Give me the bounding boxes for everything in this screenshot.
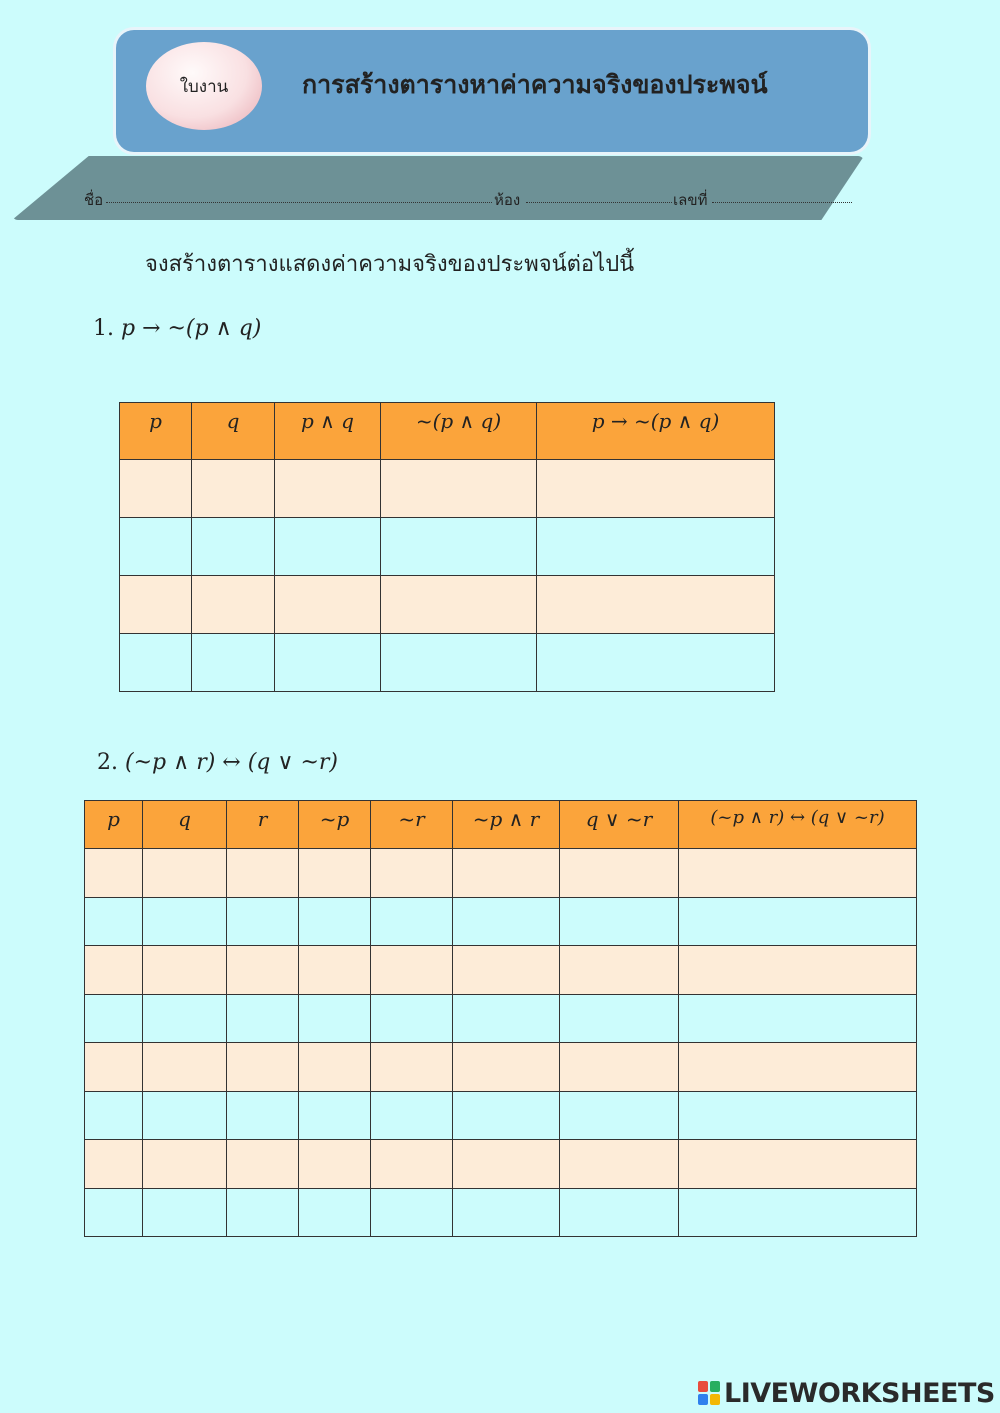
table2-answer-cell[interactable] [143, 946, 227, 995]
table2-answer-cell[interactable] [227, 1091, 299, 1140]
table2-answer-cell[interactable] [227, 849, 299, 898]
table2-answer-cell[interactable] [371, 1091, 453, 1140]
table1-header-implication: p → ~(p ∧ q) [537, 403, 775, 460]
table2-row [85, 1188, 917, 1237]
table2-answer-cell[interactable] [560, 849, 679, 898]
footer-brand [698, 1376, 995, 1410]
table2-answer-cell[interactable] [679, 994, 917, 1043]
table1-answer-cell[interactable] [192, 576, 275, 634]
table1-header-p-and-q: p ∧ q [275, 403, 381, 460]
table2-row [85, 1091, 917, 1140]
table1-answer-cell[interactable] [120, 634, 192, 692]
question-1-expression: p → ~(p ∧ q) [121, 316, 262, 341]
table2-answer-cell[interactable] [560, 1140, 679, 1189]
table2-answer-cell[interactable] [299, 994, 371, 1043]
instruction-text: จงสร้างตารางแสดงค่าความจริงของประพจน์ต่อไปนี้ [145, 252, 635, 277]
table1-row [120, 518, 775, 576]
room-field[interactable] [526, 202, 672, 203]
table2-answer-cell[interactable] [371, 1043, 453, 1092]
table2-header-not-r: ~r [371, 801, 453, 849]
table1-answer-cell[interactable] [275, 634, 381, 692]
table2-row [85, 1043, 917, 1092]
number-label: เลขที่ [673, 191, 708, 209]
name-field[interactable] [106, 202, 492, 203]
table1-header-p: p [120, 403, 192, 460]
table2-answer-cell[interactable] [679, 897, 917, 946]
table2-answer-cell[interactable] [299, 1140, 371, 1189]
table2-answer-cell[interactable] [679, 1188, 917, 1237]
table2-header-p: p [85, 801, 143, 849]
logo-square [698, 1394, 708, 1405]
table2-header-r: r [227, 801, 299, 849]
table1-row [120, 634, 775, 692]
room-label: ห้อง [494, 191, 521, 209]
table2-answer-cell[interactable] [371, 1188, 453, 1237]
table2-answer-cell[interactable] [453, 897, 560, 946]
table1-answer-cell[interactable] [537, 634, 775, 692]
table2-answer-cell[interactable] [85, 1188, 143, 1237]
table1-answer-cell[interactable] [192, 460, 275, 518]
logo-square [710, 1381, 720, 1392]
table2-answer-cell[interactable] [679, 1140, 917, 1189]
table2-answer-cell[interactable] [453, 994, 560, 1043]
table2-answer-cell[interactable] [679, 1043, 917, 1092]
table2-answer-cell[interactable] [299, 1043, 371, 1092]
table2-answer-cell[interactable] [371, 946, 453, 995]
table2-answer-cell[interactable] [85, 1043, 143, 1092]
table1-header-q: q [192, 403, 275, 460]
table2-answer-cell[interactable] [143, 1091, 227, 1140]
table2-answer-cell[interactable] [227, 1188, 299, 1237]
table2-answer-cell[interactable] [299, 946, 371, 995]
table2-answer-cell[interactable] [453, 946, 560, 995]
table1-answer-cell[interactable] [537, 576, 775, 634]
table2-header-biconditional: (~p ∧ r) ↔ (q ∨ ~r) [679, 801, 917, 849]
student-info-line [84, 188, 854, 212]
truth-table-2 [84, 800, 917, 1237]
table2-answer-cell[interactable] [143, 849, 227, 898]
worksheet-badge: ใบงาน [146, 42, 262, 130]
table2-answer-cell[interactable] [560, 1091, 679, 1140]
table2-answer-cell[interactable] [299, 1091, 371, 1140]
table2-answer-cell[interactable] [679, 1091, 917, 1140]
name-label: ชื่อ [84, 191, 104, 209]
table2-answer-cell[interactable] [371, 849, 453, 898]
table2-row [85, 849, 917, 898]
table1-header-not-p-and-q: ~(p ∧ q) [381, 403, 537, 460]
table2-header-not-p: ~p [299, 801, 371, 849]
table2-answer-cell[interactable] [85, 1091, 143, 1140]
header-banner [116, 30, 868, 152]
table2-answer-cell[interactable] [560, 1043, 679, 1092]
table2-answer-cell[interactable] [85, 1140, 143, 1189]
table2-header-q-or-not-r: q ∨ ~r [560, 801, 679, 849]
table2-answer-cell[interactable] [560, 994, 679, 1043]
table2-answer-cell[interactable] [299, 1188, 371, 1237]
table1-row [120, 576, 775, 634]
table2-answer-cell[interactable] [371, 1140, 453, 1189]
table2-answer-cell[interactable] [85, 946, 143, 995]
number-field[interactable] [712, 202, 852, 203]
truth-table-1 [119, 402, 775, 692]
question-1-label [93, 316, 261, 341]
table2-answer-cell[interactable] [227, 1043, 299, 1092]
table2-answer-cell[interactable] [143, 1140, 227, 1189]
table2-answer-cell[interactable] [453, 1043, 560, 1092]
brand-name: LIVEWORKSHEETS [724, 1377, 995, 1409]
table1-answer-cell[interactable] [120, 576, 192, 634]
logo-square [710, 1394, 720, 1405]
table1-answer-cell[interactable] [381, 460, 537, 518]
table2-answer-cell[interactable] [227, 946, 299, 995]
question-2-expression: (~p ∧ r) ↔ (q ∨ ~r) [125, 750, 338, 775]
table1-answer-cell[interactable] [537, 518, 775, 576]
table2-answer-cell[interactable] [143, 1043, 227, 1092]
table2-answer-cell[interactable] [560, 1188, 679, 1237]
table2-answer-cell[interactable] [453, 1140, 560, 1189]
table2-answer-cell[interactable] [85, 897, 143, 946]
table2-answer-cell[interactable] [453, 849, 560, 898]
table2-answer-cell[interactable] [143, 994, 227, 1043]
table1-answer-cell[interactable] [275, 460, 381, 518]
table2-answer-cell[interactable] [143, 1188, 227, 1237]
table1-answer-cell[interactable] [381, 518, 537, 576]
table2-answer-cell[interactable] [85, 849, 143, 898]
table2-answer-cell[interactable] [143, 897, 227, 946]
table2-answer-cell[interactable] [679, 849, 917, 898]
table1-answer-cell[interactable] [537, 460, 775, 518]
table1-answer-cell[interactable] [381, 576, 537, 634]
table2-row [85, 994, 917, 1043]
table1-answer-cell[interactable] [192, 634, 275, 692]
table2-answer-cell[interactable] [560, 897, 679, 946]
logo-square [698, 1381, 708, 1392]
question-1-number: 1. [93, 316, 114, 341]
table2-answer-cell[interactable] [227, 897, 299, 946]
table1-row [120, 460, 775, 518]
table1-answer-cell[interactable] [275, 518, 381, 576]
table2-row [85, 946, 917, 995]
table2-answer-cell[interactable] [227, 1140, 299, 1189]
worksheet-title: การสร้างตารางหาค่าความจริงของประพจน์ [302, 70, 768, 99]
question-2-number: 2. [97, 750, 118, 775]
table2-answer-cell[interactable] [299, 897, 371, 946]
table2-answer-cell[interactable] [299, 849, 371, 898]
question-2-label [97, 750, 338, 775]
table2-answer-cell[interactable] [371, 897, 453, 946]
table2-header-q: q [143, 801, 227, 849]
table1-answer-cell[interactable] [275, 576, 381, 634]
table2-answer-cell[interactable] [453, 1091, 560, 1140]
table1-answer-cell[interactable] [120, 460, 192, 518]
table2-answer-cell[interactable] [371, 994, 453, 1043]
table2-answer-cell[interactable] [85, 994, 143, 1043]
table2-answer-cell[interactable] [227, 994, 299, 1043]
table1-answer-cell[interactable] [381, 634, 537, 692]
table2-row [85, 1140, 917, 1189]
table2-answer-cell[interactable] [453, 1188, 560, 1237]
table2-row [85, 897, 917, 946]
table1-answer-cell[interactable] [120, 518, 192, 576]
table1-answer-cell[interactable] [192, 518, 275, 576]
table2-header-not-p-and-r: ~p ∧ r [453, 801, 560, 849]
liveworksheets-logo-icon [698, 1381, 720, 1405]
table2-answer-cell[interactable] [679, 946, 917, 995]
table2-answer-cell[interactable] [560, 946, 679, 995]
